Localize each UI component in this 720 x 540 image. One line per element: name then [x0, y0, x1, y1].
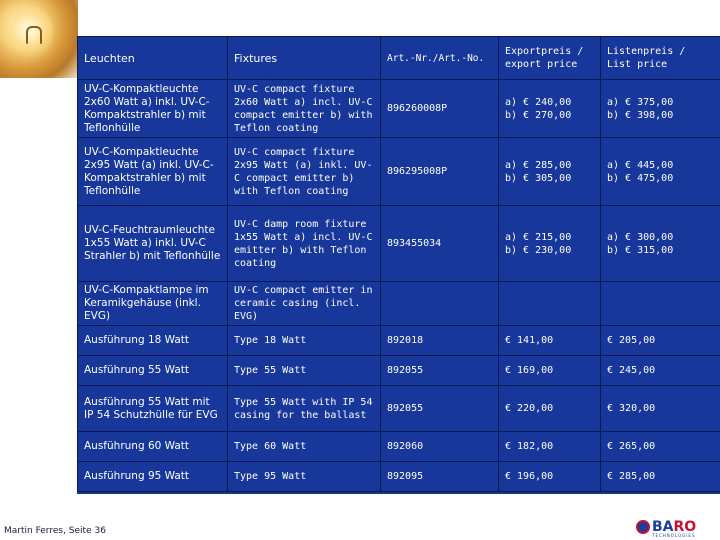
table-row	[78, 386, 720, 432]
table-row	[78, 80, 720, 138]
cell-english-name: Type 18 Watt	[228, 326, 381, 356]
cell-german-name: Ausführung 55 Watt	[78, 356, 228, 386]
logo-circle-icon	[636, 520, 650, 534]
cell-list-price: € 320,00	[601, 386, 720, 432]
cell-article-number: 892018	[381, 326, 499, 356]
cell-english-name: UV-C compact emitter in ceramic casing (incl. EVG)	[228, 282, 381, 326]
table-row	[78, 282, 720, 326]
cell-export-price: € 182,00	[499, 432, 601, 462]
table-row	[78, 206, 720, 282]
table-row	[78, 462, 720, 492]
cell-article-number: 892095	[381, 462, 499, 492]
bulb-filament	[26, 26, 42, 44]
header-list-price: Listenpreis / List price	[601, 37, 720, 80]
cell-list-price: a) € 375,00 b) € 398,00	[601, 80, 720, 138]
light-bulb-image	[0, 0, 78, 78]
cell-export-price: a) € 215,00 b) € 230,00	[499, 206, 601, 282]
cell-german-name: Ausführung 60 Watt	[78, 432, 228, 462]
price-table-container	[77, 36, 720, 494]
table-row	[78, 138, 720, 206]
cell-english-name: Type 55 Watt with IP 54 casing for the ballast	[228, 386, 381, 432]
cell-german-name: Ausführung 18 Watt	[78, 326, 228, 356]
cell-german-name: UV-C-Kompaktlampe im Keramikgehäuse (inkl. EVG)	[78, 282, 228, 326]
cell-list-price	[601, 282, 720, 326]
cell-article-number: 892060	[381, 432, 499, 462]
cell-english-name: Type 55 Watt	[228, 356, 381, 386]
header-export-price: Exportpreis / export price	[499, 37, 601, 80]
cell-list-price: a) € 300,00 b) € 315,00	[601, 206, 720, 282]
price-table	[77, 36, 720, 492]
cell-export-price: € 169,00	[499, 356, 601, 386]
cell-article-number: 892055	[381, 356, 499, 386]
cell-article-number: 892055	[381, 386, 499, 432]
cell-english-name: UV-C compact fixture 2x95 Watt (a) inkl. UV-C compact emitter b) with Teflon coating	[228, 138, 381, 206]
cell-export-price: € 220,00	[499, 386, 601, 432]
cell-list-price: € 285,00	[601, 462, 720, 492]
header-leuchten: Leuchten	[78, 37, 228, 80]
cell-german-name: UV-C-Kompaktleuchte 2x60 Watt a) inkl. UV-C-Kompaktstrahler b) mit Teflonhülle	[78, 80, 228, 138]
cell-export-price: € 196,00	[499, 462, 601, 492]
baro-logo	[636, 514, 720, 540]
logo-subtitle: TECHNOLOGIES	[652, 533, 696, 538]
page-footer: Martin Ferres, Seite 36	[4, 526, 106, 536]
cell-export-price: € 141,00	[499, 326, 601, 356]
logo-text: BARO	[652, 519, 697, 535]
cell-german-name: UV-C-Feuchtraumleuchte 1x55 Watt a) inkl. UV-C Strahler b) mit Teflonhülle	[78, 206, 228, 282]
cell-list-price: a) € 445,00 b) € 475,00	[601, 138, 720, 206]
cell-export-price: a) € 240,00 b) € 270,00	[499, 80, 601, 138]
table-row	[78, 326, 720, 356]
cell-article-number	[381, 282, 499, 326]
cell-export-price: a) € 285,00 b) € 305,00	[499, 138, 601, 206]
cell-english-name: Type 60 Watt	[228, 432, 381, 462]
cell-list-price: € 205,00	[601, 326, 720, 356]
cell-german-name: UV-C-Kompaktleuchte 2x95 Watt (a) inkl. UV-C-Kompaktstrahler b) mit Teflonhülle	[78, 138, 228, 206]
cell-export-price	[499, 282, 601, 326]
cell-article-number: 896260008P	[381, 80, 499, 138]
cell-english-name: UV-C damp room fixture 1x55 Watt a) incl. UV-C emitter b) with Teflon coating	[228, 206, 381, 282]
cell-german-name: Ausführung 95 Watt	[78, 462, 228, 492]
cell-english-name: Type 95 Watt	[228, 462, 381, 492]
table-row	[78, 432, 720, 462]
header-art-nr: Art.-Nr./Art.-No.	[381, 37, 499, 80]
table-header-row	[78, 37, 720, 80]
header-fixtures: Fixtures	[228, 37, 381, 80]
cell-list-price: € 265,00	[601, 432, 720, 462]
table-row	[78, 356, 720, 386]
cell-article-number: 893455034	[381, 206, 499, 282]
cell-german-name: Ausführung 55 Watt mit IP 54 Schutzhülle für EVG	[78, 386, 228, 432]
cell-english-name: UV-C compact fixture 2x60 Watt a) incl. UV-C compact emitter b) with Teflon coating	[228, 80, 381, 138]
cell-list-price: € 245,00	[601, 356, 720, 386]
cell-article-number: 896295008P	[381, 138, 499, 206]
